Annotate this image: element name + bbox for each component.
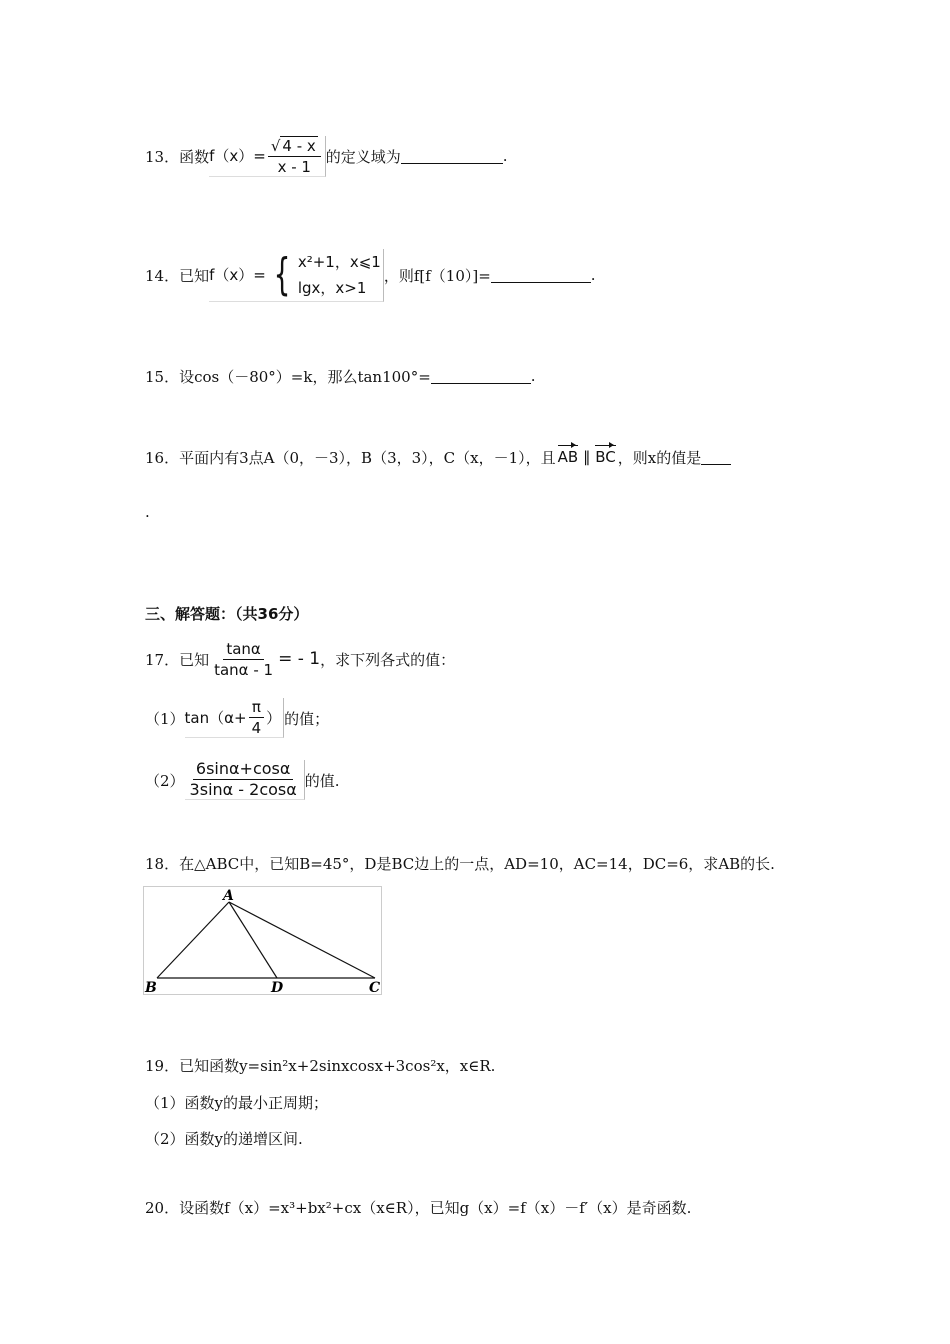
vector-bc: BC	[595, 448, 616, 466]
q13-number: 13．函数	[145, 147, 210, 166]
question-19: 19．已知函数y=sin²x+2sinxcosx+3cos²x，x∈R.	[145, 1056, 496, 1075]
q17-part-1: （1） tan（α+ $\frac{\pi}{4}$ ） 的值；	[145, 698, 330, 737]
q13-formula: f（x）= √ 4 - x x - 1	[209, 136, 326, 177]
q14-formula: f（x）= { x²+1，x⩽1 lgx，x>1	[209, 249, 384, 302]
section-3-title: 三、解答题：（共36分）	[145, 604, 309, 623]
vector-ab: AB	[557, 448, 579, 466]
segment-ac	[229, 902, 375, 978]
q13-answer-blank[interactable]	[401, 149, 503, 164]
q16-vector-expression: AB ∥ BC	[557, 448, 616, 466]
question-20: 20．设函数f（x）=x³+bx²+cx（x∈R），已知g（x）=f（x）－f′（x）是奇函数.	[145, 1198, 692, 1217]
question-17: 17．已知 $\frac{\tan\alpha}{\tan\alpha - 1}$ = - 1 ，求下列各式的值：	[145, 639, 456, 679]
q14-answer-blank[interactable]	[491, 268, 591, 283]
question-15: 15．设cos（－80°）=k，那么tan100°= .	[145, 367, 536, 386]
segment-ab	[157, 902, 229, 978]
question-18: 18．在△ABC中，已知B=45°，D是BC边上的一点，AD=10，AC=14，DC=6，求AB的长.	[145, 854, 775, 873]
q17-part-2-formula: $\frac{6\sin\alpha+\cos\alpha}{3\sin\alpha - 2\cos\alpha}$	[185, 760, 305, 800]
q16-answer-blank[interactable]	[701, 450, 731, 465]
triangle-figure	[143, 886, 383, 996]
label-c: C	[369, 980, 381, 996]
q17-condition: $\frac{\tan\alpha}{\tan\alpha - 1}$ = - 1	[214, 639, 321, 679]
segment-ad	[229, 902, 277, 978]
label-b: B	[145, 980, 157, 996]
question-13: 13．函数 f（x）= √ 4 - x x - 1 的定义域为 .	[145, 136, 508, 176]
q14-number: 14．已知	[145, 266, 210, 285]
q13-fraction: √ 4 - x x - 1	[268, 136, 321, 176]
q17-part-1-formula: tan（α+ $\frac{\pi}{4}$ ）	[185, 698, 285, 738]
q16-trailing-dot: .	[145, 503, 150, 521]
left-brace-icon: {	[273, 248, 291, 300]
q14-case-1: x²+1，x⩽1	[297, 252, 381, 271]
label-d: D	[271, 980, 284, 996]
q15-answer-blank[interactable]	[431, 369, 531, 384]
q17-part-2: （2） $\frac{6\sin\alpha+\cos\alpha}{3\sin\alpha - 2\cos\alpha}$ 的值.	[145, 759, 340, 799]
question-16: 16．平面内有3点A（0，－3），B（3，3），C（x，－1），且 AB ∥ BC ，则x的值是	[145, 440, 731, 474]
q14-case-2: lgx，x>1	[297, 278, 367, 297]
q19-part-1: （1）函数y的最小正周期；	[145, 1093, 329, 1112]
label-a: A	[223, 888, 234, 904]
q19-part-2: （2）函数y的递增区间.	[145, 1129, 303, 1148]
question-14: 14．已知 f（x）= { x²+1，x⩽1 lgx，x>1 ，则f[f（10）]= .	[145, 248, 596, 300]
